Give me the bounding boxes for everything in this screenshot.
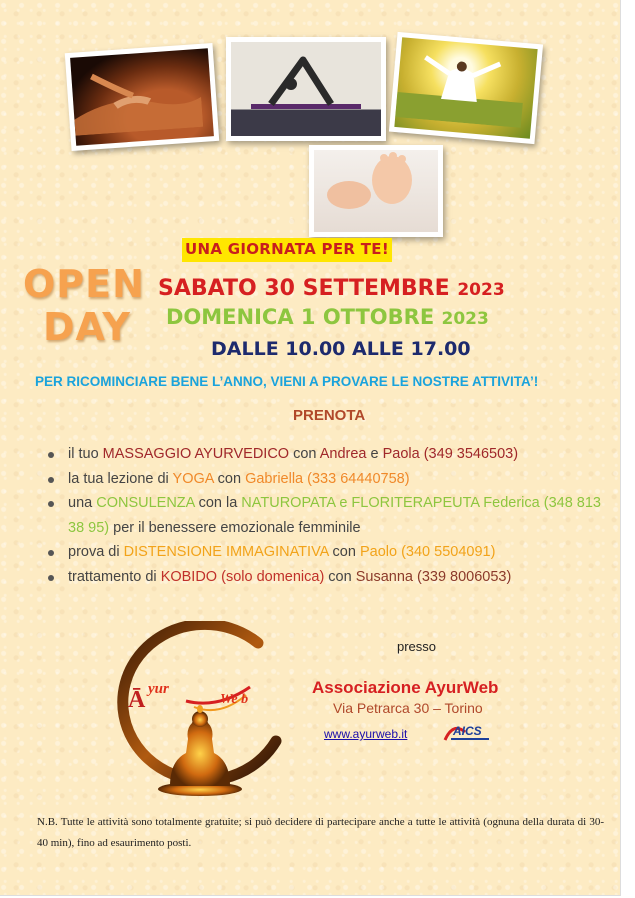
practitioner-name: Paola	[382, 446, 420, 462]
practitioner-name: Paolo	[359, 544, 398, 560]
saturday-date-text: SABATO 30 SETTEMBRE	[158, 276, 450, 301]
text: con	[289, 446, 320, 462]
text: con la	[194, 495, 242, 511]
activity-name: CONSULENZA	[96, 495, 195, 511]
foot-reflexology-photo	[309, 145, 443, 237]
phone-number: (339 8006053)	[412, 568, 512, 585]
activity-note: (solo domenica)	[217, 568, 325, 585]
logo-text-web: We b	[220, 692, 249, 707]
meditation-sunset-photo	[389, 32, 543, 144]
aics-logo	[443, 718, 493, 744]
presso-label: presso	[397, 639, 437, 654]
aics-logo-text: AICS	[453, 724, 482, 738]
activities-list	[44, 442, 604, 589]
opening-hours: DALLE 10.00 ALLE 17.00	[211, 338, 471, 360]
text: il tuo	[68, 446, 103, 462]
massage-photo	[65, 43, 219, 151]
text: una	[68, 495, 97, 511]
activity-name: KOBIDO	[160, 568, 218, 585]
text: trattamento di	[68, 568, 161, 585]
logo-letter-a: Ā	[128, 687, 146, 713]
book-heading: PRENOTA	[293, 407, 366, 424]
activity-item-yoga	[44, 467, 604, 492]
phone-number: (348 813 38 95)	[68, 495, 601, 536]
footnote: N.B. Tutte le attività sono totalmente gratuite; si può decidere di partecipare anche a tutte le attività (ognuna della durata di 30-40 min), fino ad esaurimento posti.	[37, 816, 604, 849]
text: con	[213, 470, 246, 487]
activity-name: DISTENSIONE IMMAGINATIVA	[123, 544, 329, 560]
text: con	[328, 544, 360, 560]
activity-item-consultation	[44, 491, 604, 540]
text: e	[366, 446, 383, 462]
activity-name: NATUROPATA	[241, 495, 336, 511]
practitioner-name: Andrea	[319, 446, 367, 462]
practitioner-name: Federica	[479, 495, 540, 511]
activity-name: FLORITERAPEUTA	[351, 495, 480, 511]
buddha-silhouette-icon	[158, 705, 242, 796]
practitioner-name: Gabriella	[245, 470, 304, 487]
text: e	[335, 495, 352, 511]
text: con	[324, 568, 356, 585]
headline-banner: UNA GIORNATA PER TE!	[182, 238, 392, 262]
text: per il benessere emozionale femminile	[109, 519, 361, 536]
association-address: Via Petrarca 30 – Torino	[333, 700, 483, 716]
practitioner-name: Susanna	[355, 568, 413, 585]
sunday-date-text: DOMENICA 1 OTTOBRE	[166, 305, 435, 329]
saturday-year: 2023	[457, 280, 505, 300]
ayurweb-logo	[108, 621, 298, 801]
website-link[interactable]: www.ayurweb.it	[324, 727, 408, 741]
text: prova di	[68, 544, 124, 560]
activity-item-relaxation	[44, 540, 604, 565]
day-label: DAY	[43, 305, 131, 349]
tagline: PER RICOMINCIARE BENE L’ANNO, VIENI A PROVARE LE NOSTRE ATTIVITA’!	[35, 374, 539, 389]
phone-number: (333 64440758)	[303, 470, 410, 487]
phone-number: (349 3546503)	[419, 446, 519, 462]
sunday-year: 2023	[441, 309, 489, 329]
yoga-photo	[226, 37, 386, 141]
saturday-date	[158, 276, 505, 301]
activity-name: MASSAGGIO AYURVEDICO	[102, 446, 290, 462]
activity-name: YOGA	[172, 470, 214, 487]
association-name: Associazione AyurWeb	[312, 678, 499, 697]
activity-item-kobido	[44, 565, 604, 590]
sunday-date	[166, 305, 489, 329]
text: la tua lezione di	[68, 470, 173, 487]
logo-text-yur: yur	[148, 681, 169, 697]
phone-number: (340 5504091)	[397, 544, 496, 560]
open-label: OPEN	[23, 262, 145, 306]
activity-item-massage	[44, 442, 604, 467]
